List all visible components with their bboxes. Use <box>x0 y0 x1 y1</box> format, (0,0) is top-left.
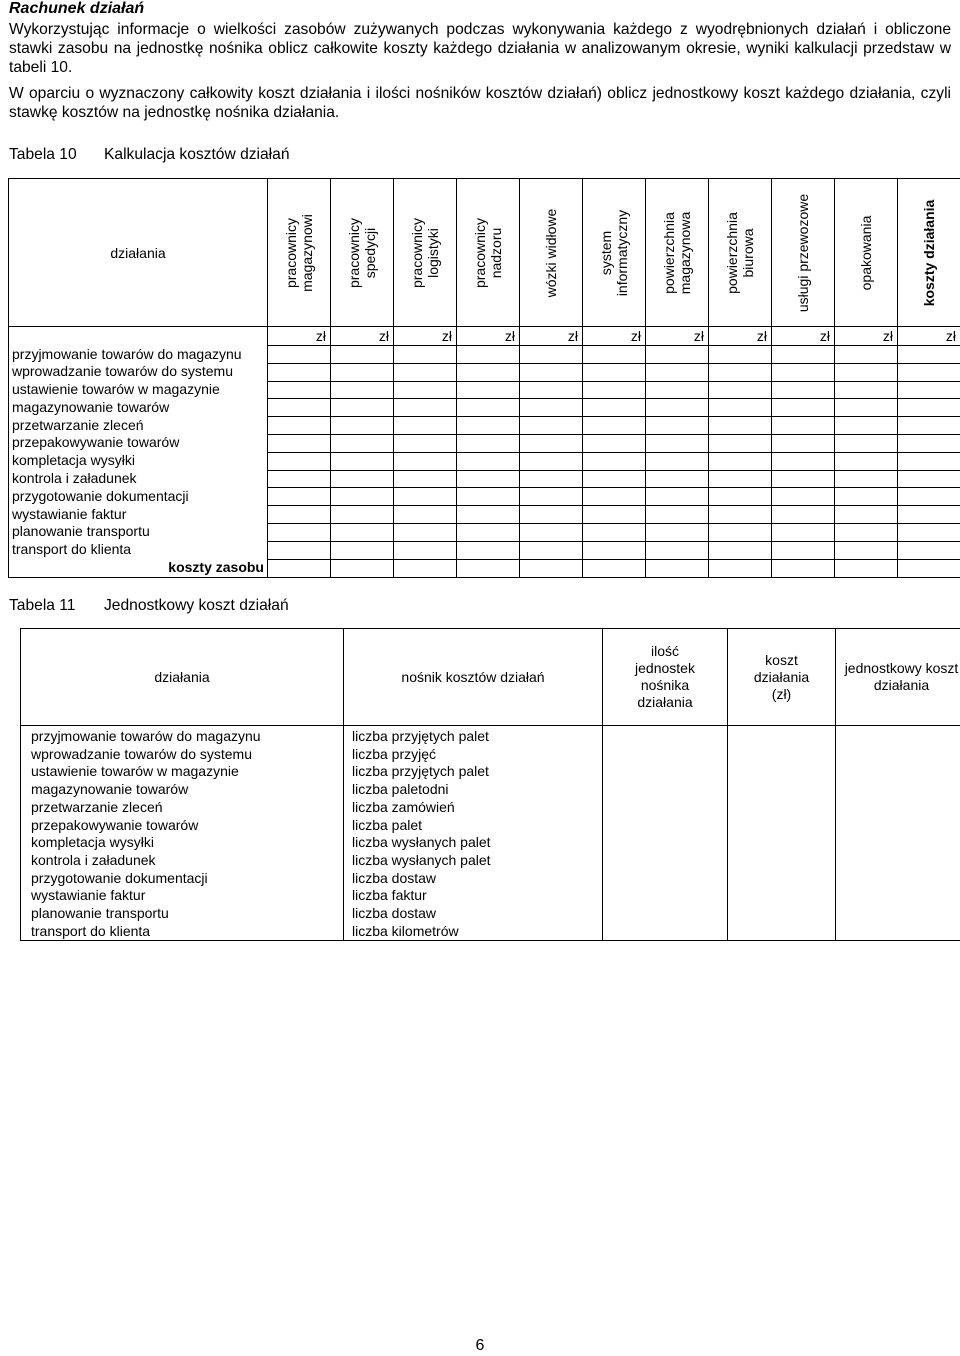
table10-unit-cell: zł <box>520 327 583 346</box>
table10-unit-blank <box>9 327 268 346</box>
page-number: 6 <box>475 1337 485 1354</box>
table10-empty-column <box>772 346 835 578</box>
table10-empty-column <box>457 346 520 578</box>
table10-empty-column <box>331 346 394 578</box>
table10-empty-column <box>709 346 772 578</box>
table11-header-carrier: nośnik kosztów działań <box>344 629 603 726</box>
table10-caption-number: Tabela 10 <box>9 146 77 163</box>
table11-header-activities: działania <box>21 629 344 726</box>
table11-activity: wystawianie faktur <box>31 887 146 904</box>
table10-activities-cell <box>9 346 268 578</box>
table10-unit-cell: zł <box>583 327 646 346</box>
table11-activity: wprowadzanie towarów do systemu <box>31 745 252 762</box>
table10-header-col: pracownicy magazynowi <box>268 179 331 327</box>
table11-carrier: liczba przyjętych palet <box>352 763 489 780</box>
table10-empty-column <box>394 346 457 578</box>
table11-activity: magazynowanie towarów <box>31 781 189 798</box>
table10-unit-cell: zł <box>898 327 960 346</box>
table11-activity: przetwarzanie zleceń <box>31 798 163 815</box>
table10-activity: przyjmowanie towarów do magazynu <box>12 345 242 362</box>
table10-header-col: powierzchnia magazynowa <box>646 179 709 327</box>
instruction-paragraph-1: Wykorzystując informacje o wielkości zasobów zużywanych podczas wykonywania każdego z wyodrębnionych działań i obliczone stawki zasobu na jednostkę nośnika oblicz całkowite koszty każdego działania w analizowanym okresie, wyniki kalkulacji przedstaw w tabeli 10. <box>9 21 951 76</box>
table11-carrier: liczba palet <box>352 816 423 833</box>
table10-header-col: system informatyczny <box>583 179 646 327</box>
table10-unit-cell: zł <box>331 327 394 346</box>
table10-empty-column <box>646 346 709 578</box>
table11-activity: przyjmowanie towarów do magazynu <box>31 728 261 744</box>
table11-carrier: liczba paletodni <box>352 781 449 798</box>
table11-activities-cell <box>21 726 344 941</box>
table10-unit-cell: zł <box>457 327 520 346</box>
table10-activity: przetwarzanie zleceń <box>12 416 144 433</box>
table11-carrier: liczba kilometrów <box>352 922 459 939</box>
instruction-paragraph-2: W oparciu o wyznaczony całkowity koszt działania i ilości nośników kosztów działań) oblicz jednostkowy koszt każdego działania, czyli stawkę kosztów na jednostkę nośnika działania. <box>9 85 951 121</box>
table10-empty-column <box>835 346 898 578</box>
table11-activity: planowanie transportu <box>31 905 169 922</box>
table10-activity: kontrola i załadunek <box>12 470 137 487</box>
table11-cost-cell <box>728 726 836 941</box>
table11-carrier: liczba wysłanych palet <box>352 834 491 851</box>
table11-unit-cost <box>20 628 960 941</box>
table10-activity: wystawianie faktur <box>12 505 127 522</box>
table10-empty-column <box>268 346 331 578</box>
table10-activity: magazynowanie towarów <box>12 398 170 415</box>
table10-unit-cell: zł <box>835 327 898 346</box>
table10-header-col: powierzchnia biurowa <box>709 179 772 327</box>
table11-quantity-cell <box>603 726 728 941</box>
table10-header-col: pracownicy nadzoru <box>457 179 520 327</box>
table11-activity: przepakowywanie towarów <box>31 816 199 833</box>
table11-carrier: liczba faktur <box>352 887 427 904</box>
table10-activity: przepakowywanie towarów <box>12 434 180 451</box>
table11-unit-cost-cell <box>836 726 960 941</box>
table10-activity: transport do klienta <box>12 541 132 558</box>
table10-caption-title: Kalkulacja kosztów działań <box>104 146 290 163</box>
table11-carrier: liczba przyjętych palet <box>352 728 489 744</box>
table10-header-col: usługi przewozowe <box>772 179 835 327</box>
table11-activity: ustawienie towarów w magazynie <box>31 763 239 780</box>
table11-caption-title: Jednostkowy koszt działań <box>104 597 289 614</box>
table10-header-col: pracownicy spedycji <box>331 179 394 327</box>
table10-activity: przygotowanie dokumentacji <box>12 487 189 504</box>
table10-unit-cell: zł <box>268 327 331 346</box>
table10-empty-column <box>898 346 960 578</box>
table11-carrier: liczba przyjęć <box>352 745 437 762</box>
table11-carriers-cell <box>344 726 603 941</box>
table11-header-quantity: ilość jednostek nośnika działania <box>603 629 728 726</box>
table11-carrier: liczba zamówień <box>352 798 455 815</box>
table10-empty-column <box>583 346 646 578</box>
table10-unit-cell: zł <box>646 327 709 346</box>
table11-carrier: liczba wysłanych palet <box>352 851 491 868</box>
table11-activity: kompletacja wysyłki <box>31 834 154 851</box>
table10-unit-cell: zł <box>772 327 835 346</box>
table10-header-col: pracownicy logistyki <box>394 179 457 327</box>
table10-header-activities: działania <box>9 179 268 327</box>
table10-activity: kompletacja wysyłki <box>12 452 135 469</box>
table10-activity: wprowadzanie towarów do systemu <box>12 363 233 380</box>
table10-cost-calculation <box>8 178 960 578</box>
table11-carrier: liczba dostaw <box>352 869 437 886</box>
table10-header-col: opakowania <box>835 179 898 327</box>
table11-caption-number: Tabela 11 <box>9 597 76 614</box>
table10-activity: ustawienie towarów w magazynie <box>12 381 220 398</box>
page-heading: Rachunek działań <box>9 0 145 17</box>
table11-activity: przygotowanie dokumentacji <box>31 869 208 886</box>
table10-unit-cell: zł <box>394 327 457 346</box>
table10-total-label: koszty zasobu <box>168 559 264 576</box>
table10-header-col-total: koszty działania <box>898 179 960 327</box>
table10-header-col: wózki widłowe <box>520 179 583 327</box>
table11-header-cost: koszt działania (zł) <box>728 629 836 726</box>
table11-carrier: liczba dostaw <box>352 905 437 922</box>
table10-unit-cell: zł <box>709 327 772 346</box>
table11-activity: kontrola i załadunek <box>31 851 156 868</box>
table11-activity: transport do klienta <box>31 922 151 939</box>
table10-activity: planowanie transportu <box>12 523 150 540</box>
table11-header-unit-cost: jednostkowy koszt działania <box>836 629 960 726</box>
table10-empty-column <box>520 346 583 578</box>
